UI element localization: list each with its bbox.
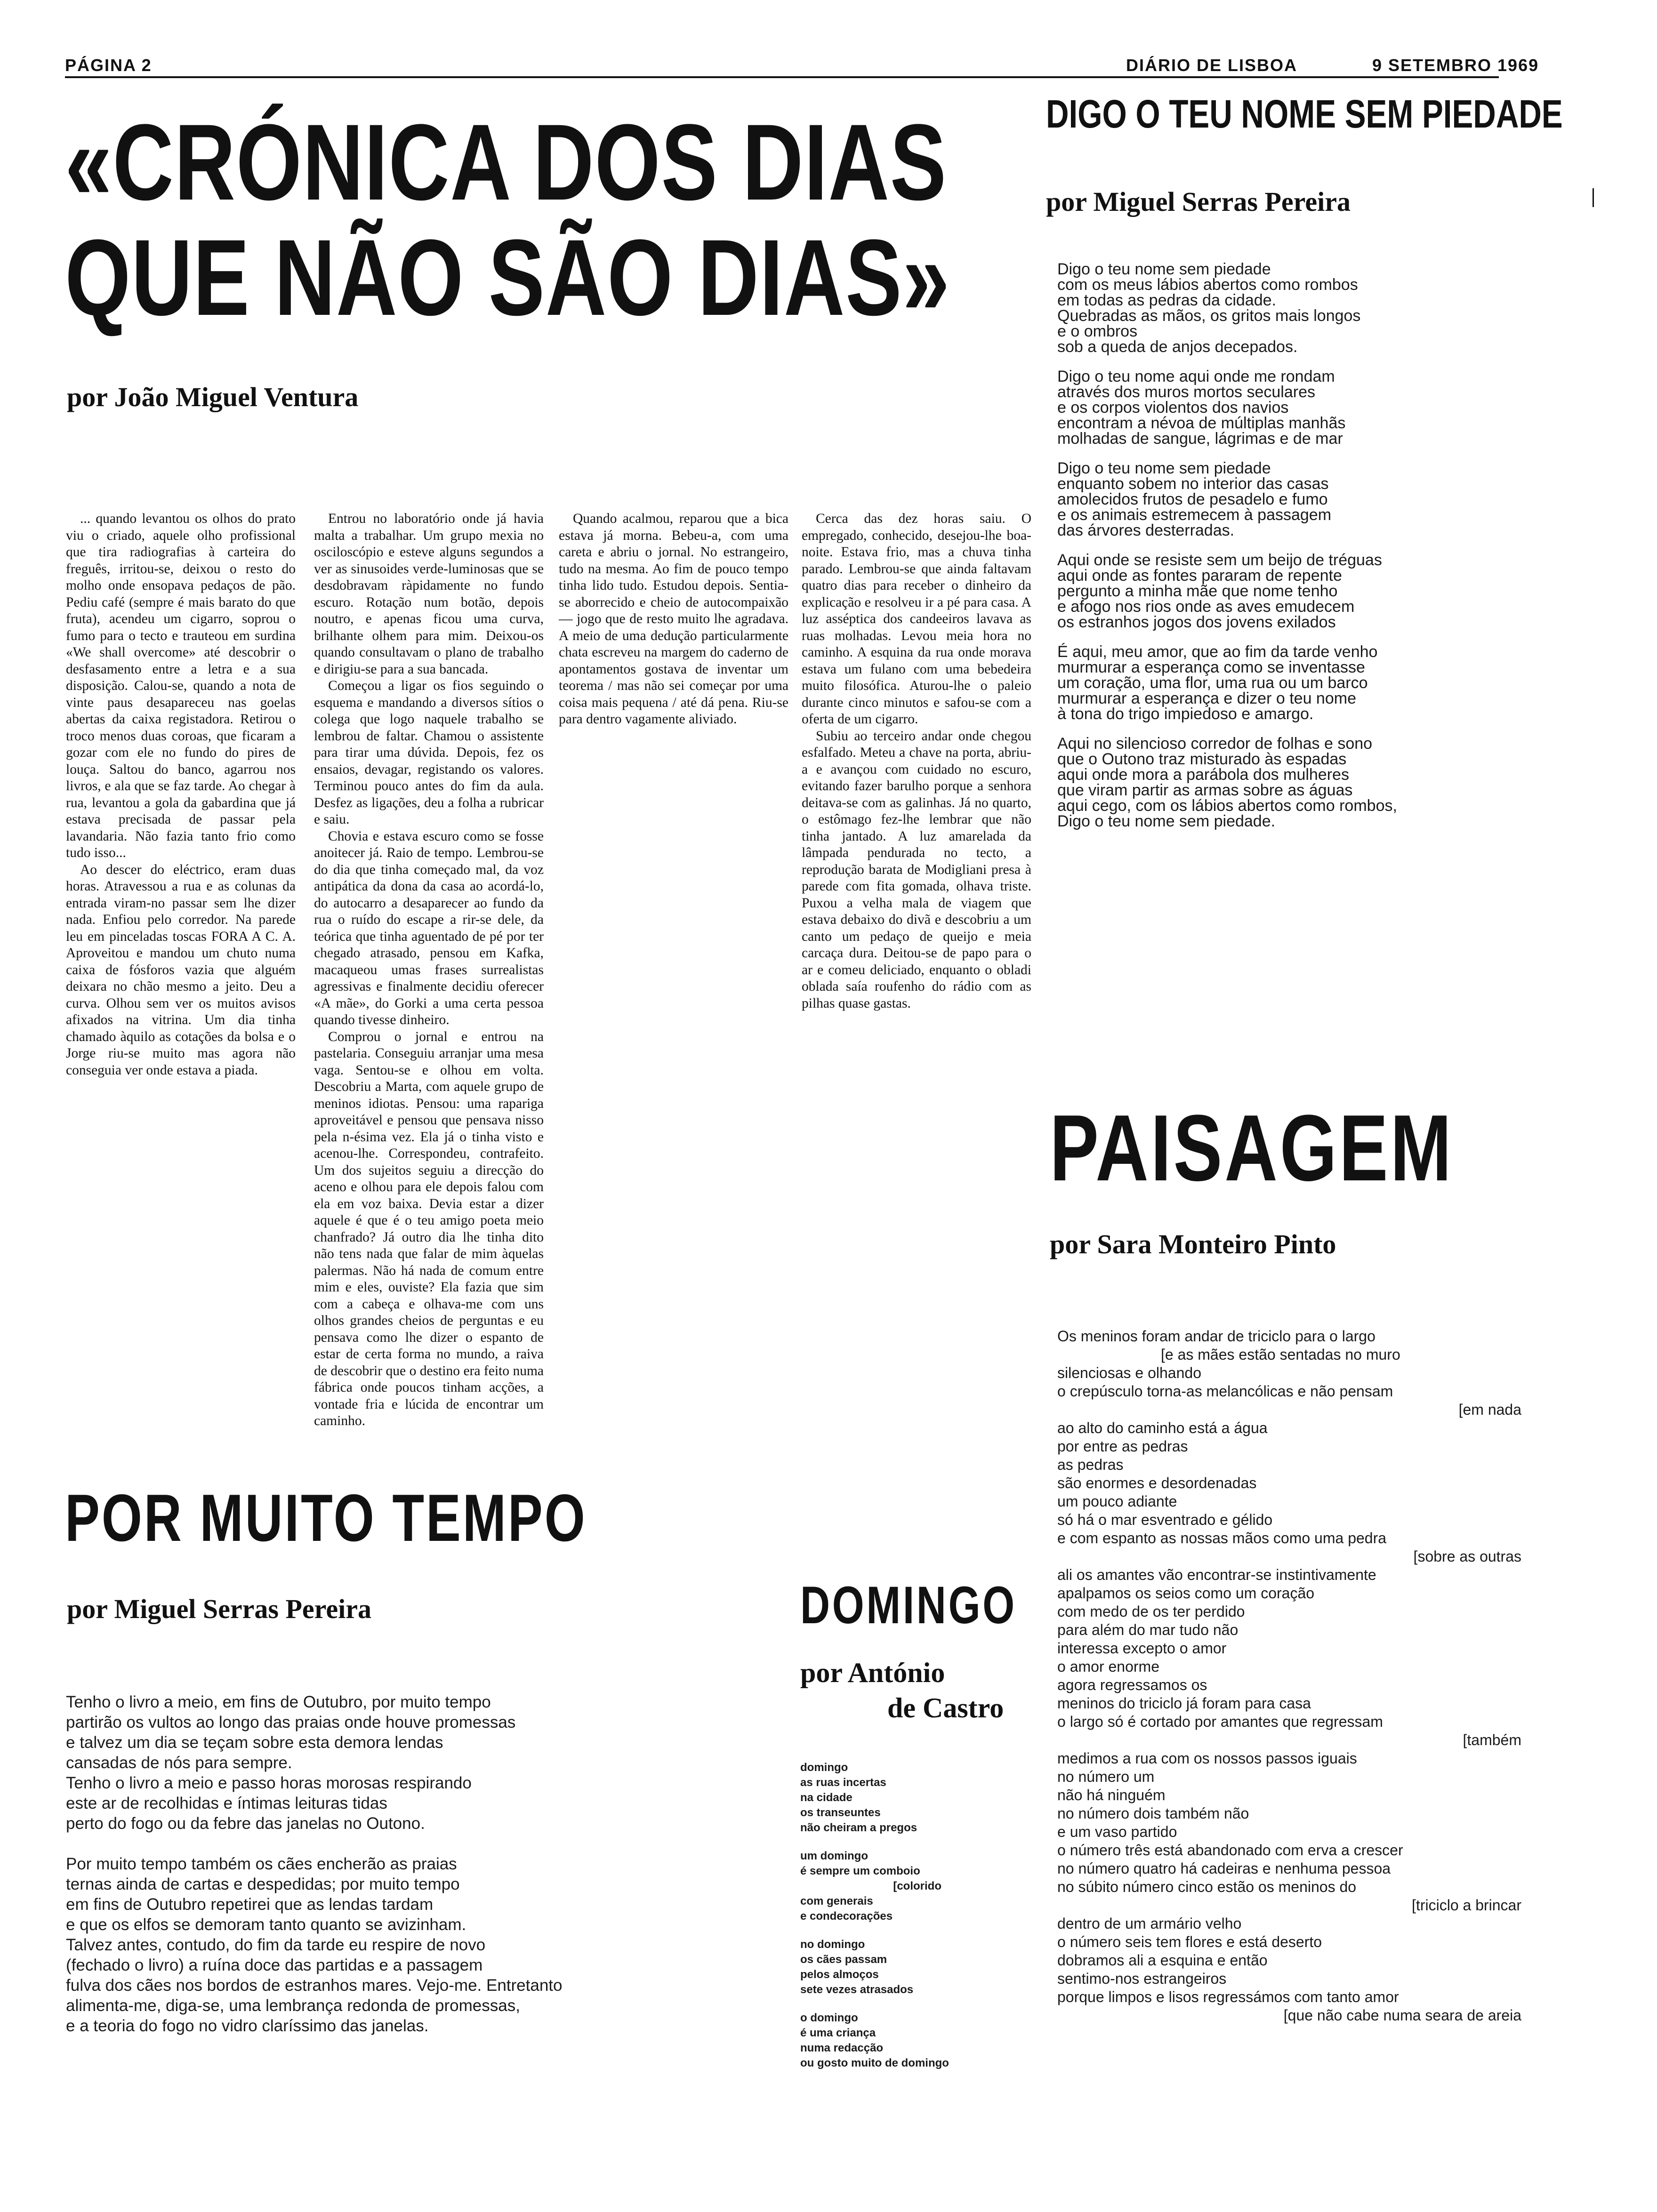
poem-line: o crepúsculo torna-as melancólicas e não pensam	[1057, 1383, 1393, 1400]
cronica-paragraph: Subiu ao terceiro andar onde chegou esfalfado. Meteu a chave na porta, abriu-a e avançou com cuidado no escuro, evitando fazer barulho porque a senhora deitava-se com as galinhas. Já no quarto, o estômago fez-lhe lembrar que não tinha jantado. A luz amarelada da lâmpada pendurada no tecto, a reprodução barata de Modigliani presa à parede com fita gomada, olhava triste. Puxou a velha mala de viagem que estava debaixo do divã e descobriu a um canto um pedaço de queijo e meia carcaça dura. Deitou-se de papo para o ar e comeu deliciado, enquanto o obladi oblada saía roufenho do rádio com as pilhas quase gastas.	[802, 728, 1031, 1011]
poem-stanza	[1057, 553, 1509, 630]
poem-line: o amor enorme	[1057, 1658, 1159, 1675]
poem-line: o número seis tem flores e está deserto	[1057, 1933, 1322, 1950]
poem-line: um domingo	[800, 1850, 868, 1862]
poem-line: Aqui no silencioso corredor de folhas e sono	[1057, 735, 1373, 753]
poem-line: com generais	[800, 1895, 873, 1907]
digo-title: DIGO O TEU NOME SEM PIEDADE	[1046, 92, 1563, 136]
poem-line: dentro de um armário velho	[1057, 1915, 1242, 1932]
poem-line: na cidade	[800, 1791, 853, 1804]
poem-line: amolecidos frutos de pesadelo e fumo	[1057, 490, 1328, 508]
poem-line: em fins de Outubro repetirei que as lendas tardam	[66, 1895, 434, 1914]
poem-line: no domingo	[800, 1938, 865, 1951]
poem-line: as pedras	[1057, 1456, 1124, 1473]
poem-line: com os meus lábios abertos como rombos	[1057, 276, 1358, 294]
poem-line: enquanto sobem no interior das casas	[1057, 475, 1329, 493]
poem-line: meninos do triciclo já foram para casa	[1057, 1695, 1311, 1712]
poem-line: sob a queda de anjos decepados.	[1057, 338, 1298, 356]
poem-line: os cães passam	[800, 1953, 887, 1966]
poem-line: domingo	[800, 1761, 848, 1774]
tempo-poem	[66, 1692, 800, 2050]
poem-line: ali os amantes vão encontrar-se instintivamente	[1057, 1566, 1376, 1583]
poem-stanza	[800, 1937, 1026, 1997]
cronica-paragraph: Chovia e estava escuro como se fosse anoitecer já. Raio de tempo. Lembrou-se do dia que tinha começado mal, da voz antipática da dona da casa ao acordá-lo, do autocarro a desaparecer ao fundo da rua o ruído do escape a rir-se dele, da teórica que tinha aguentado de pé por ter chegado atrasado, pensou em Kafka, macaqueou umas frases surrealistas agressivas e finalmente decidiu oferecer «A mãe», do Gorki a uma certa pessoa quando tivesse dinheiro.	[314, 828, 544, 1027]
poem-stanza	[800, 2011, 1026, 2071]
cronica-paragraph: Quando acalmou, reparou que a bica estava já morna. Bebeu-a, com uma careta e abriu o jornal. No estrangeiro, tudo na mesma. Ao fim de pouco tempo tinha lido tudo. Estudou depois. Sentia-se aborrecido e cheio de autocompaixão — jogo que de resto muito lhe agradava. A meio de uma dedução particularmente chata escreveu na margem do caderno de apontamentos gostava de inventar um teorema / mas não sei começar por uma coisa mais pequena / até dá pena. Riu-se para dentro vagamente aliviado.	[559, 511, 788, 727]
cronica-column-3	[559, 511, 788, 1381]
poem-line: no número um	[1057, 1768, 1155, 1785]
poem-line: ao alto do caminho está a água	[1057, 1419, 1268, 1436]
poem-line: Por muito tempo também os cães encherão as praias	[66, 1855, 457, 1873]
poem-line: Os meninos foram andar de triciclo para o largo	[1057, 1328, 1375, 1345]
poem-line: interessa excepto o amor	[1057, 1640, 1227, 1657]
poem-line: as ruas incertas	[800, 1776, 886, 1789]
poem-line: aqui onde mora a parábola dos mulheres	[1057, 766, 1349, 784]
poem-line: que viram partir as armas sobre as águas	[1057, 781, 1353, 799]
poem-line: e os corpos violentos dos navios	[1057, 399, 1289, 417]
poem-line: e afogo nos rios onde as aves emudecem	[1057, 598, 1355, 616]
poem-line: no súbito número cinco estão os meninos do	[1057, 1878, 1357, 1895]
poem-line: encontram a névoa de múltiplas manhãs	[1057, 414, 1346, 432]
poem-line: (fechado o livro) a ruína doce das partidas e a passagem	[66, 1956, 483, 1974]
domingo-poem	[800, 1760, 1026, 2084]
poem-line: Digo o teu nome sem piedade	[1057, 459, 1271, 477]
poem-line: numa redacção	[800, 2042, 884, 2054]
poem-line: e um vaso partido	[1057, 1823, 1177, 1840]
poem-line: das árvores desterradas.	[1057, 521, 1235, 539]
cronica-byline: por João Miguel Ventura	[67, 382, 359, 412]
poem-line: o largo só é cortado por amantes que regressam	[1057, 1713, 1383, 1730]
poem-line: este ar de recolhidas e íntimas leituras tidas	[66, 1794, 387, 1812]
poem-line: Quebradas as mãos, os gritos mais longos	[1057, 307, 1361, 325]
domingo-byline-line2: de Castro	[887, 1692, 1004, 1723]
poem-line: através dos muros mortos seculares	[1057, 383, 1315, 401]
poem-line: pergunto a minha mãe que nome tenho	[1057, 582, 1338, 600]
poem-stanza	[1057, 736, 1509, 829]
poem-stanza	[1057, 644, 1509, 722]
cronica-paragraph: Ao descer do eléctrico, eram duas horas. Atravessou a rua e as colunas da entrada viram-no passar sem lhe dizer nada. Enfiou pelo corredor. Na parede leu em pinceladas toscas FORA A C. A. Aproveitou e mandou um chuto numa caixa de fósforos vazia que alguém deixara no chão mesmo a jeito. Deu a curva. Olhou sem ver os muitos avisos afixados na vitrina. Um dia tinha chamado àquilo as cotações da bolsa e o Jorge riu-se muito mas agora não conseguia ver onde estava a piada.	[66, 862, 296, 1078]
poem-stanza	[1057, 369, 1509, 447]
cronica-title-line1: «CRÓNICA DOS DIAS	[65, 102, 947, 223]
poem-line: os transeuntes	[800, 1806, 881, 1819]
digo-poem	[1057, 262, 1509, 843]
page-label: PÁGINA 2	[65, 56, 152, 75]
poem-line: e que os elfos se demoram tanto quanto se avizinham.	[66, 1915, 467, 1934]
paisagem-title: PAISAGEM	[1050, 1096, 1454, 1201]
poem-line: ternas ainda de cartas e despedidas; por muito tempo	[66, 1875, 460, 1893]
poem-line: no número dois também não	[1057, 1805, 1249, 1822]
poem-line: aqui onde as fontes pararam de repente	[1057, 567, 1342, 585]
poem-line: e o ombros	[1057, 322, 1138, 340]
poem-line: apalpamos os seios como um coração	[1057, 1585, 1315, 1602]
cronica-paragraph: Entrou no laboratório onde já havia malta a trabalhar. Um grupo mexia no osciloscópio e esteve alguns segundos a ver as sinusoides verde-luminosas que se desdobravam ràpidamente no fundo escuro. Rotação num botão, depois noutro, e apenas ficou uma curva, brilhante olhem para mim. Deixou-os quando consultavam o plano de trabalho e dirigiu-se para a sua bancada.	[314, 511, 544, 677]
poem-line: aqui cego, com os lábios abertos como rombos,	[1057, 797, 1397, 815]
issue-date: 9 SETEMBRO 1969	[1372, 56, 1539, 75]
edge-line	[1593, 188, 1594, 207]
poem-line: Aqui onde se resiste sem um beijo de tréguas	[1057, 551, 1382, 569]
poem-line: não há ninguém	[1057, 1787, 1166, 1803]
poem-line: É aqui, meu amor, que ao fim da tarde venho	[1057, 643, 1378, 661]
poem-line: [e as mães estão sentadas no muro	[1161, 1346, 1400, 1363]
poem-line: murmurar a esperança e dizer o teu nome	[1057, 689, 1356, 707]
poem-stanza	[800, 1849, 1026, 1924]
cronica-paragraph: ... quando levantou os olhos do prato viu o criado, aquele olho profissional que tira radiografias à carteira do freguês, irritou-se, deixou o resto do molho onde ensopava pedaços de pão. Pediu café (sempre é mais barato do que fruta), acendeu um cigarro, soprou o fumo para o tecto e trauteou em surdina «We shall overcome» até descobrir o desfasamento entre a letra e a sua disposição. Calou-se, quando a nota de vinte paus desapareceu nas goelas abertas da caixa registadora. Retirou o troco menos duas coroas, que ficaram a gozar com ele no fundo do pires de louça. Saltou do banco, agarrou nos livros, e ala que se faz tarde. Ao chegar à rua, levantou a gola da gabardina que já estava precisada de passar pela lavandaria. Não fazia tanto frio como tudo isso...	[66, 511, 296, 860]
poem-stanza	[800, 1760, 1026, 1835]
cronica-paragraph: Começou a ligar os fios seguindo o esquema e mandando a diversos sítios o colega que logo naquele trabalho se lembrou de faltar. Chamou o assistente para tirar uma dúvida. Depois, fez os ensaios, devagar, registando os valores. Terminou pouco antes do fim da aula. Desfez as ligações, deu a folha a rubricar e saiu.	[314, 678, 544, 827]
domingo-byline-line1: por António	[800, 1657, 945, 1688]
poem-line: porque limpos e lisos regressámos com tanto amor	[1057, 1988, 1399, 2005]
poem-line: o número três está abandonado com erva a crescer	[1057, 1842, 1403, 1859]
poem-line: silenciosas e olhando	[1057, 1364, 1201, 1381]
poem-line: os estranhos jogos dos jovens exilados	[1057, 613, 1336, 631]
poem-line: Digo o teu nome sem piedade	[1057, 260, 1271, 278]
poem-line: sete vezes atrasados	[800, 1983, 914, 1996]
poem-line: o domingo	[800, 2012, 858, 2024]
digo-byline: por Miguel Serras Pereira	[1046, 186, 1351, 217]
tempo-title: POR MUITO TEMPO	[65, 1481, 587, 1555]
poem-line: [também	[1463, 1731, 1521, 1748]
poem-line: e os animais estremecem à passagem	[1057, 506, 1332, 524]
poem-line: molhadas de sangue, lágrimas e de mar	[1057, 430, 1343, 448]
paisagem-byline: por Sara Monteiro Pinto	[1050, 1229, 1336, 1259]
poem-line: Digo o teu nome aqui onde me rondam	[1057, 368, 1335, 385]
domingo-title: DOMINGO	[800, 1576, 1017, 1635]
poem-line: é uma criança	[800, 2027, 876, 2039]
poem-line: que o Outono traz misturado às espadas	[1057, 750, 1347, 768]
poem-line: partirão os vultos ao longo das praias onde houve promessas	[66, 1713, 516, 1731]
poem-line: sentimo-nos estrangeiros	[1057, 1970, 1227, 1987]
poem-line: dobramos ali a esquina e então	[1057, 1952, 1268, 1969]
tempo-byline: por Miguel Serras Pereira	[67, 1594, 371, 1624]
cronica-title-line2: QUE NÃO SÃO DIAS»	[65, 217, 950, 338]
poem-line: alimenta-me, diga-se, uma lembrança redonda de promessas,	[66, 1996, 520, 2015]
poem-line: ou gosto muito de domingo	[800, 2057, 949, 2069]
poem-line: perto do fogo ou da febre das janelas no Outono.	[66, 1814, 425, 1833]
poem-line: murmurar a esperança como se inventasse	[1057, 658, 1365, 676]
poem-line: e com espanto as nossas mãos como uma pedra	[1057, 1530, 1387, 1547]
cronica-paragraph: Cerca das dez horas saiu. O empregado, conhecido, desejou-lhe boa-noite. Estava frio, mas a chuva tinha parado. Lembrou-se que ainda faltavam quatro dias para receber o dinheiro da explicação e resolveu ir a pé para casa. A luz asséptica dos candeeiros lavava as ruas molhadas. Levou meia hora no caminho. A esquina da rua onde morava estava um fulano com uma bebedeira muito filosófica. Aturou-lhe o paleio durante cinco minutos e safou-se com a oferta de um cigarro.	[802, 511, 1031, 727]
cronica-column-2	[314, 511, 544, 1428]
poem-line: [triciclo a brincar	[1412, 1897, 1521, 1914]
poem-line: [colorido	[893, 1880, 941, 1892]
poem-line: é sempre um comboio	[800, 1865, 920, 1877]
poem-line: para além do mar tudo não	[1057, 1621, 1239, 1638]
poem-line: só há o mar esventrado e gélido	[1057, 1511, 1273, 1528]
poem-stanza	[66, 1692, 800, 1834]
poem-line: Talvez antes, contudo, do fim da tarde eu respire de novo	[66, 1936, 486, 1954]
poem-line: e a teoria do fogo no vidro claríssimo das janelas.	[66, 2017, 429, 2035]
poem-line: um pouco adiante	[1057, 1493, 1177, 1510]
poem-line: [em nada	[1458, 1401, 1521, 1418]
poem-line: medimos a rua com os nossos passos iguais	[1057, 1750, 1357, 1767]
poem-line: e talvez um dia se teçam sobre esta demora lendas	[66, 1733, 443, 1752]
poem-line: Tenho o livro a meio, em fins de Outubro, por muito tempo	[66, 1693, 491, 1711]
poem-line: com medo de os ter perdido	[1057, 1603, 1245, 1620]
poem-line: Digo o teu nome sem piedade.	[1057, 812, 1276, 830]
header-rule	[65, 76, 1499, 78]
poem-line: cansadas de nós para sempre.	[66, 1754, 292, 1772]
poem-line: no número quatro há cadeiras e nenhuma pessoa	[1057, 1860, 1391, 1877]
cronica-paragraph: Comprou o jornal e entrou na pastelaria. Conseguiu arranjar uma mesa vaga. Sentou-se e olhou em volta. Descobriu a Marta, com aquele grupo de meninos idiotas. Pensou: uma rapariga aproveitável e pensou que pensava nisso pela n-ésima vez. Ela já o tinha visto e acenou-lhe. Correspondeu, contrafeito. Um dos sujeitos seguiu a direcção do aceno e olhou para ele depois falou com ela em voz baixa. Devia estar a dizer aquele é que é o teu amigo poeta meio chanfrado? Já outro dia lhe tinha dito não tens nada que falar de mim àquelas palermas. Não há nada de comum entre mim e eles, ouviste? Ela fazia que sim com a cabeça e olhava-me com uns olhos grandes cheios de perguntas e eu pensava como lhe dizer o espanto de estar de certa forma no mundo, a raiva de descobrir que o destino era feito numa fábrica onde poucos tinham acções, a vontade fria e lúcida de encontrar um caminho.	[314, 1029, 544, 1428]
cronica-column-4	[802, 511, 1031, 1381]
poem-line: fulva dos cães nos bordos de estranhos mares. Vejo-me. Entretanto	[66, 1976, 563, 1995]
poem-stanza	[1057, 461, 1509, 538]
poem-line: são enormes e desordenadas	[1057, 1475, 1257, 1491]
poem-stanza	[1057, 262, 1509, 355]
poem-stanza	[66, 1854, 800, 2036]
poem-line: à tona do trigo impiedoso e amargo.	[1057, 705, 1314, 723]
poem-line: pelos almoços	[800, 1968, 879, 1981]
poem-line: por entre as pedras	[1057, 1438, 1188, 1455]
poem-line: [sobre as outras	[1413, 1548, 1521, 1565]
poem-line: e condecorações	[800, 1910, 893, 1923]
paisagem-poem	[1057, 1327, 1523, 2025]
newspaper-name: DIÁRIO DE LISBOA	[1126, 56, 1298, 75]
poem-line: em todas as pedras da cidade.	[1057, 291, 1276, 309]
poem-line: não cheiram a pregos	[800, 1821, 917, 1834]
cronica-column-1	[66, 511, 296, 1381]
poem-line: Tenho o livro a meio e passo horas morosas respirando	[66, 1774, 472, 1792]
poem-line: agora regressamos os	[1057, 1676, 1207, 1693]
poem-line: um coração, uma flor, uma rua ou um barco	[1057, 674, 1368, 692]
poem-line: [que não cabe numa seara de areia	[1283, 2007, 1521, 2024]
